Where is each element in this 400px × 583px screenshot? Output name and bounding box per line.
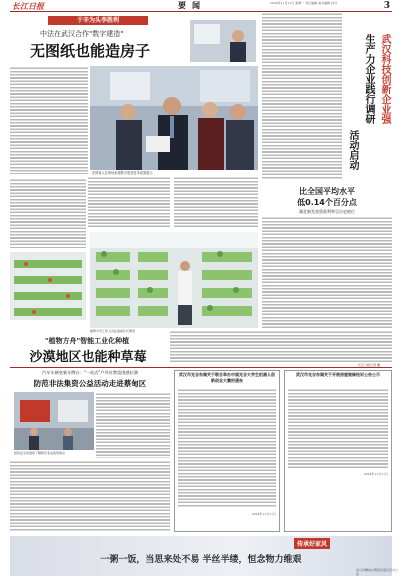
bottom-left-photo	[14, 392, 94, 450]
ad-credit: 武汉市精神文明建设委员会办公室	[356, 568, 399, 576]
masthead-logo: 长江日报	[12, 1, 44, 11]
lead-body-col1	[10, 66, 88, 174]
lead-body-col3	[88, 176, 170, 228]
bottom-left-subtitle: 汽车车辆变新车牌台："一站式"户外宣教氛围感拉满	[42, 370, 138, 375]
rate-body	[262, 216, 392, 328]
ad-brand: 传承好家风	[294, 538, 330, 549]
notice-1-date: 2024年11月11日	[251, 512, 276, 516]
right-vertical-title-line2: 生产力企业践行调研	[363, 34, 374, 124]
lead-subtitle: 中法在武汉合作"数字建造"	[40, 30, 124, 38]
farm-subtitle: "植物方舟"智能工业化种植	[44, 337, 130, 345]
right-vertical-title-line1: 武汉科技创新企业强	[379, 34, 390, 124]
lead-body-col2	[10, 178, 86, 248]
notice-2-date: 2024年11月11日	[363, 472, 388, 476]
lead-photo	[90, 66, 258, 170]
ad-slogan: 一粥一饭，当思来处不易 半丝半缕，恒念物力维艰	[100, 555, 302, 565]
notice-1-body	[178, 388, 276, 508]
right-vertical-title-line3: 活动启动	[347, 130, 358, 170]
farm-photo-credit: 长江日报记者 摄	[358, 363, 380, 367]
farm-title: 沙漠地区也能种草莓	[29, 350, 147, 365]
rate-title-1: 比全国平均水平	[299, 187, 355, 196]
farm-body	[170, 330, 392, 362]
section-title: 要闻	[178, 0, 206, 10]
bottom-left-title: 防范非法集资公益活动走进蔡甸区	[33, 379, 147, 388]
lead-inset-photo	[190, 20, 256, 62]
lead-body-col4	[174, 176, 258, 228]
farm-photo-caption-left: 植物方舟工作人员在查看生长情况	[90, 329, 136, 333]
notice-2-title: 武汉市光谷东湖关于开展房屋装修投诉公告公示	[296, 372, 380, 377]
notice-1-title: 武汉市光谷东湖关于联合举办中国光谷大学生机器人创新创业大赛的通告	[179, 372, 275, 383]
page-number: 3	[383, 1, 390, 11]
lead-photo-caption: 法国客人在现场参观数字建造技术成果展示	[92, 171, 153, 175]
bottom-left-body	[10, 460, 170, 532]
farm-photo	[90, 232, 258, 328]
dateline: 2024年11月11日 星期一 责任编辑 美术编辑 校对	[270, 1, 338, 5]
rate-subtitle: 湖北新发放贷款利率呈历史低位	[299, 209, 355, 214]
section-divider	[10, 367, 392, 368]
lead-tag: 于辛为头李胜利	[48, 16, 148, 25]
rate-title-2: 低0.14个百分点	[297, 198, 357, 207]
farm-inset-photo	[10, 252, 86, 320]
right-story-body	[262, 12, 342, 180]
right-vertical-title	[344, 34, 392, 190]
bottom-left-body-right	[96, 392, 170, 458]
bottom-left-photo-caption: 居民在活动现场了解防范非法集资知识	[14, 451, 66, 455]
notice-2-body	[288, 388, 388, 468]
lead-title: 无图纸也能造房子	[30, 42, 151, 60]
